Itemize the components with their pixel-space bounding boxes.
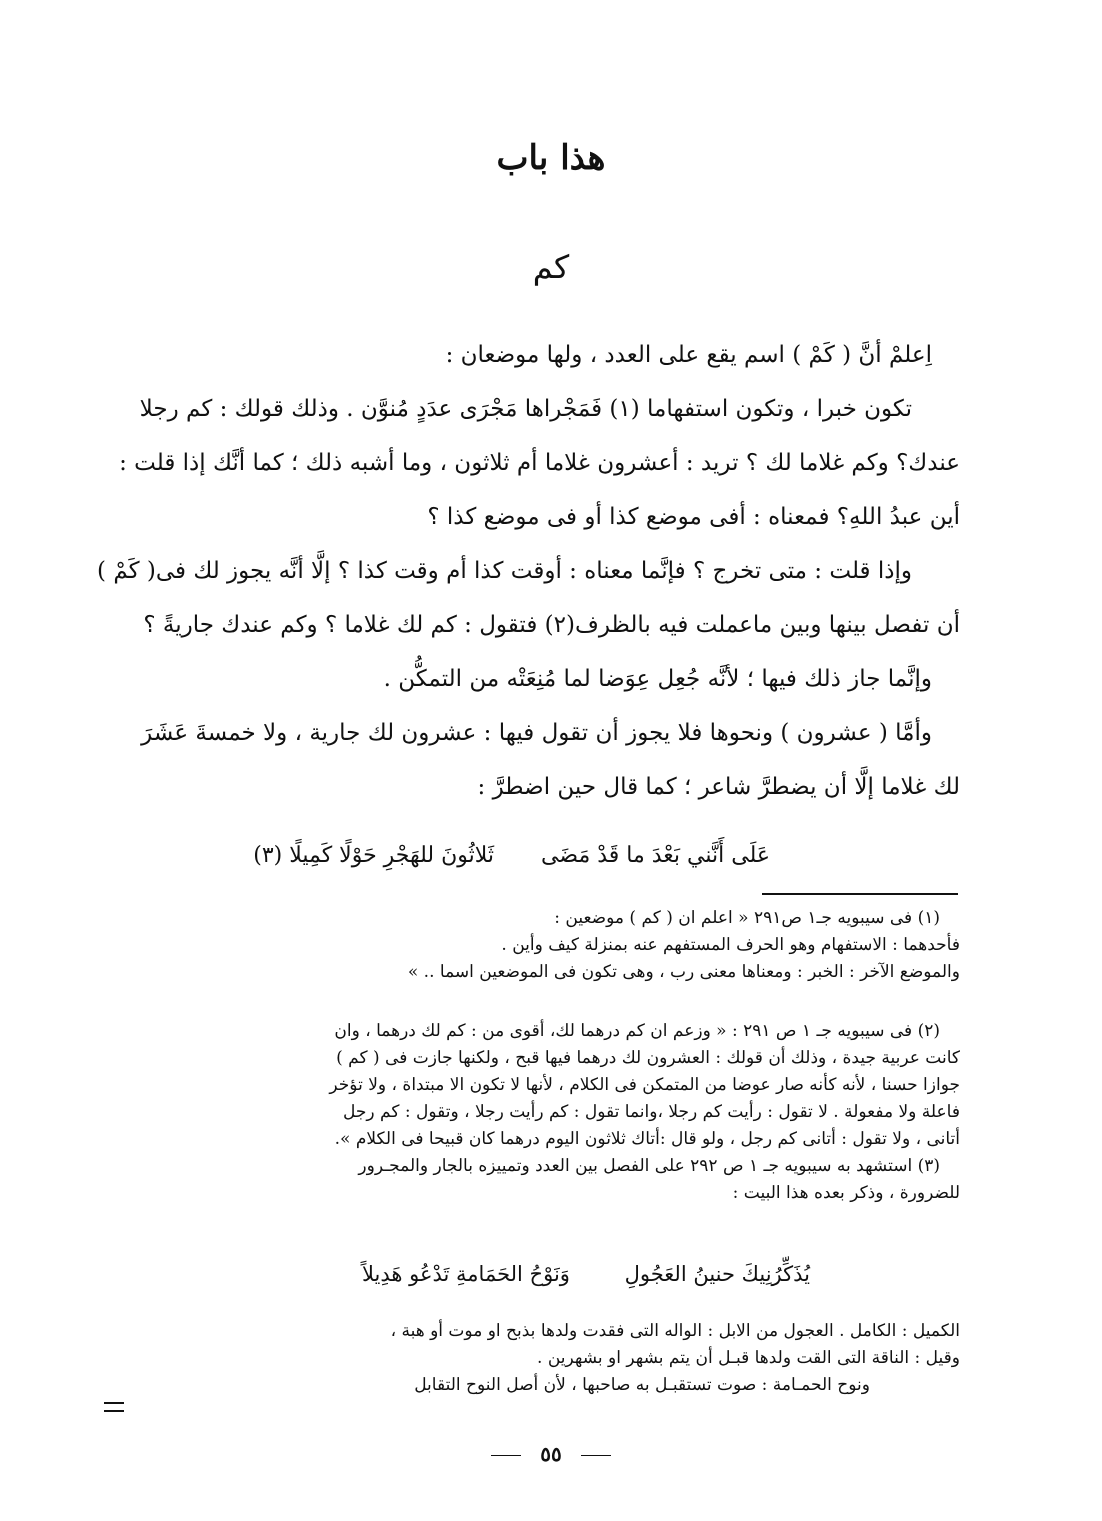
footnote-line: كانت عربية جيدة ، وذلك أن قولك : العشرون لك درهما فيها قبح ، ولكنها جازت فى ( كم ): [336, 1048, 960, 1068]
verse-hemistich: وَنَوْحُ الحَمَامةِ تَدْعُو هَدِيلاً: [361, 1262, 570, 1286]
body-line: وإذا قلت : متى تخرج ؟ فإنَّما معناه : أوقت كذا أم وقت كذا ؟ إلَّا أنَّه يجوز لك فى( كَمْ ): [97, 558, 912, 584]
main-text: [98, 340, 960, 826]
footnote-line: للضرورة ، وذكر بعده هذا البيت :: [732, 1183, 960, 1203]
chapter-heading: هذا باب: [496, 138, 606, 178]
footnote-line: (٢) فى سيبويه جـ ١ ص ٢٩١ : « وزعم ان كم درهما لك، أقوى من : كم لك درهما ، وان: [334, 1021, 940, 1041]
verse-line: [98, 843, 960, 868]
body-line: أن تفصل بينها وبين ماعملت فيه بالظرف(٢) فتقول : كم لك غلاما ؟ وكم عندك جاريةً ؟: [143, 612, 960, 638]
footnote-block: [98, 1018, 960, 1207]
footnote-line: الكميل : الكامل . العجول من الابل : الواله التى فقدت ولدها بذبح او موت أو هبة ،: [390, 1321, 960, 1341]
body-line: وإنَّما جاز ذلك فيها ؛ لأنَّه جُعِل عِوَضا لما مُنِعَتْه من التمكُّن .: [383, 666, 932, 692]
footnote-line: أتانى ، ولا تقول : أتانى كم رجل ، ولو قال :أتاك ثلاثون اليوم درهما كان قبيحا فى الكلام ».: [334, 1129, 960, 1149]
continuation-mark: [104, 1402, 124, 1412]
body-line: عندك؟ وكم غلاما لك ؟ تريد : أعشرون غلاما أم ثلاثون ، وما أشبه ذلك ؛ كما أنَّك إذا قلت :: [119, 450, 960, 476]
footnote-line: والموضع الآخر : الخبر : ومعناها معنى رب ، وهى تكون فى الموضعين اسما .. »: [407, 962, 960, 982]
footnote-line: فاعلة ولا مفعولة . لا تقول : رأيت كم رجلا ،وانما تقول : كم رأيت رجلا ، وتقول : كم رجل: [343, 1102, 960, 1122]
verse-hemistich: يُذَكِّرُنِيكَ حنينُ العَجُولِ: [624, 1262, 810, 1286]
body-line: أين عبدُ اللهِ؟ فمعناه : أفى موضع كذا أو فى موضع كذا ؟: [427, 504, 960, 530]
footnote-block: [98, 1318, 960, 1399]
footnote-line: وقيل : الناقة التى القت ولدها قبـل أن يتم بشهر او بشهرين .: [537, 1348, 960, 1368]
footnote-line: (٣) استشهد به سيبويه جـ ١ ص ٢٩٢ على الفصل بين العدد وتمييزه بالجار والمجـرور: [358, 1156, 940, 1176]
verse-hemistich: ثَلاثُونَ للهَجْرِ حَوْلًا كَمِيلًا (٣): [253, 843, 495, 868]
footnote-line: جوازا حسنا ، لأنه كأنه صار عوضا من المتمكن فى الكلام ، لأنها لا تكون الا مبتداة ، ولا تؤخر: [329, 1075, 960, 1095]
body-line: تكون خبرا ، وتكون استفهاما (١) فَمَجْراها مَجْرَى عدَدٍ مُنوَّن . وذلك قولك : كم رجلا: [139, 396, 912, 422]
body-line: اِعلمْ أنَّ ( كَمْ ) اسم يقع على العدد ، ولها موضعان :: [445, 342, 932, 368]
chapter-subheading: كم: [532, 248, 570, 286]
footnote-separator: [762, 893, 958, 895]
body-line: وأمَّا ( عشرون ) ونحوها فلا يجوز أن تقول فيها : عشرون لك جارية ، ولا خمسةَ عَشَرَ: [141, 720, 932, 746]
footnote-line: (١) فى سيبويه جـ١ ص٢٩١ « اعلم ان ( كم ) موضعين :: [554, 908, 940, 928]
footnote-line: فأحدهما : الاستفهام وهو الحرف المستفهم عنه بمنزلة كيف وأين .: [501, 935, 960, 955]
dash-left: [491, 1455, 521, 1456]
body-line: لك غلاما إلَّا أن يضطرَّ شاعر ؛ كما قال حين اضطرَّ :: [477, 774, 960, 800]
verse-line: [98, 1262, 960, 1286]
footnote-block: [98, 905, 960, 986]
footnote-line: ونوح الحمـامة : صوت تستقبـل به صاحبها ، لأن أصل النوح التقابل: [414, 1375, 870, 1395]
page-number: ٥٥: [540, 1442, 562, 1466]
dash-right: [581, 1455, 611, 1456]
page-number-row: [0, 1442, 1102, 1466]
verse-hemistich: عَلَى أَنَّني بَعْدَ ما قَدْ مَضَى: [541, 843, 770, 868]
